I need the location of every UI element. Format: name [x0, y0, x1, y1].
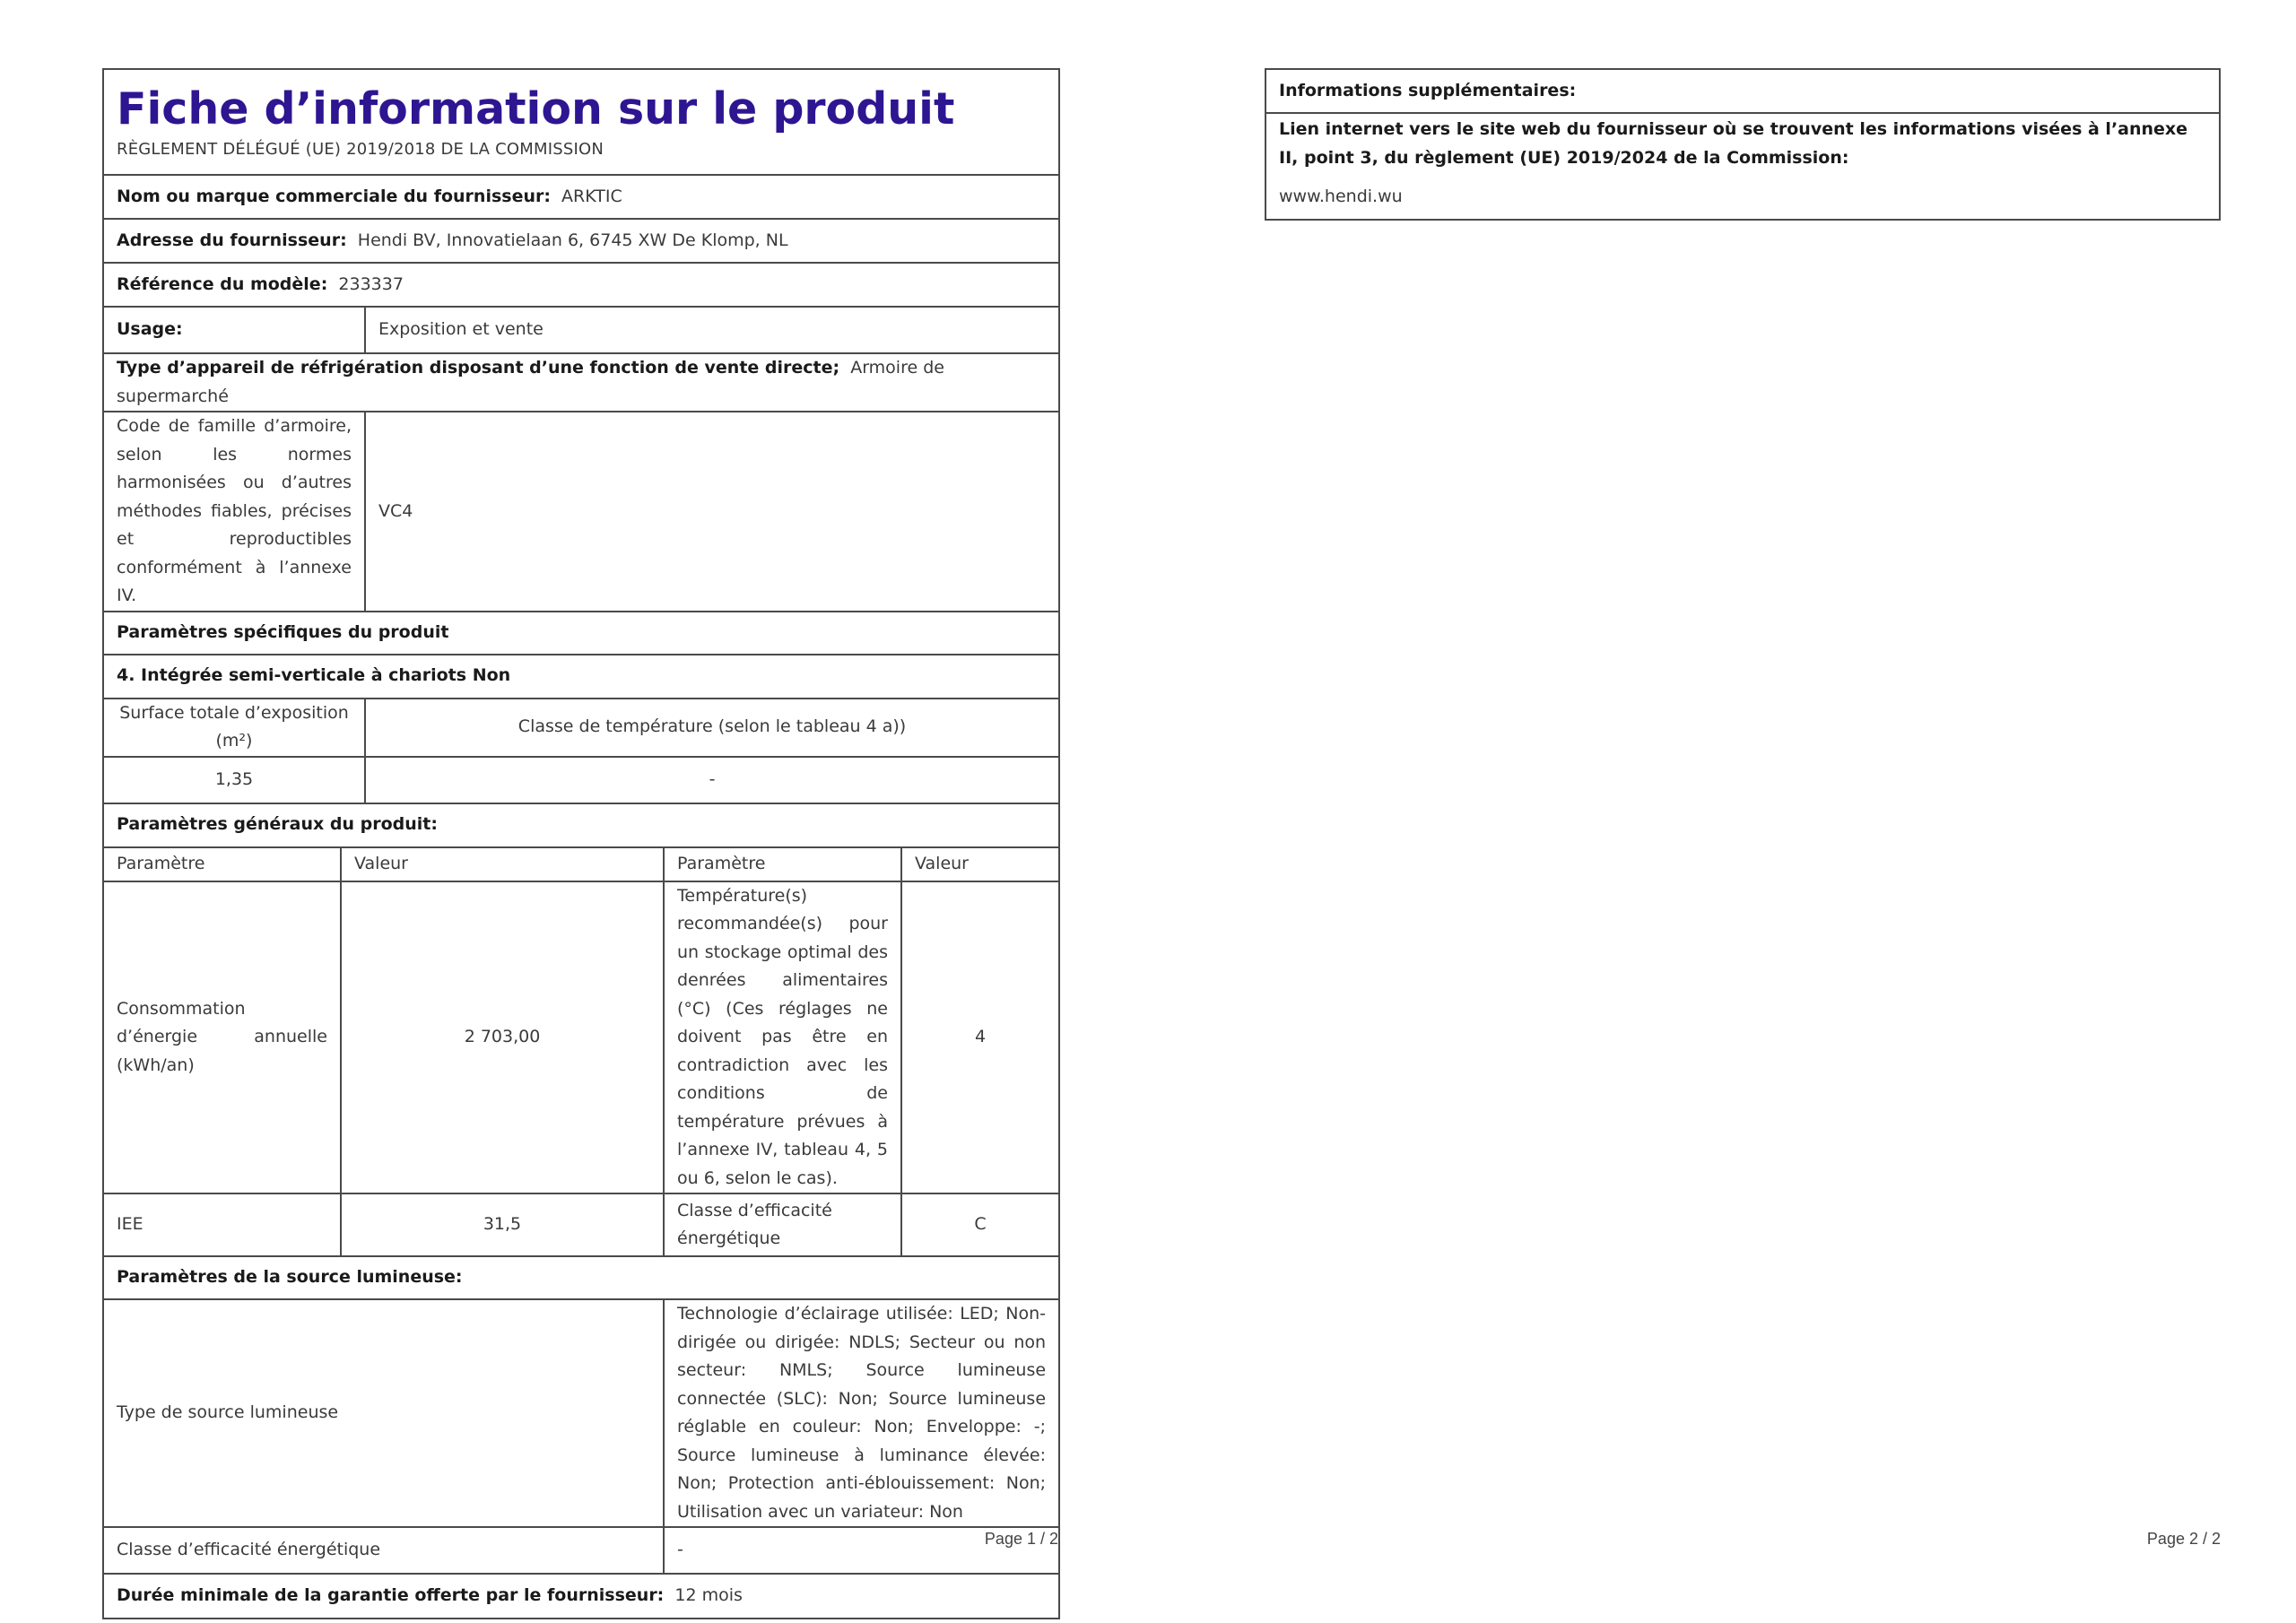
- supplier-label: Nom ou marque commerciale du fournisseur:: [117, 186, 551, 206]
- energy-label: Consommation d’énergie annuelle (kWh/an): [103, 881, 341, 1194]
- semi-vertical-row: [103, 655, 1059, 699]
- iee-row: [103, 1193, 1059, 1256]
- family-code-label: Code de famille d’armoire, selon les normes harmonisées ou d’autres méthodes fiables, précises et reproductibles conformément à l’annexe IV.: [103, 412, 365, 612]
- supplier-value: ARKTIC: [561, 186, 622, 206]
- page-number: Page 2 / 2: [2146, 1530, 2221, 1548]
- supplier-website-link[interactable]: www.hendi.wu: [1279, 187, 1403, 206]
- supplier-website-label: Lien internet vers le site web du fournisseur où se trouvent les informations visées à l’annexe II, point 3, du règlement (UE) 2019/2024 de la Commission:: [1279, 119, 2188, 168]
- warranty-label: Durée minimale de la garantie offerte par le fournisseur:: [117, 1585, 665, 1606]
- additional-info-header: Informations supplémentaires:: [1265, 69, 2220, 113]
- usage-value: Exposition et vente: [365, 307, 1059, 353]
- light-params-row: [103, 1256, 1059, 1299]
- device-type-value: Armoire de supermarché: [117, 358, 944, 406]
- light-type-label: Type de source lumineuse: [103, 1299, 664, 1527]
- col-header-value-1: Valeur: [341, 847, 664, 881]
- temp-class-header: Classe de température (selon le tableau 4 a)): [365, 699, 1059, 757]
- usage-row: [103, 307, 1059, 353]
- energy-row: [103, 881, 1059, 1194]
- general-params-row: [103, 803, 1059, 847]
- model-label: Référence du modèle:: [117, 273, 328, 294]
- display-area-header: Surface totale d’exposition (m²): [103, 699, 365, 757]
- supplier-row: [103, 175, 1059, 219]
- usage-label: Usage:: [103, 307, 365, 353]
- additional-header-row: [1265, 69, 2220, 113]
- recommended-temp-label: Température(s) recommandée(s) pour un stockage optimal des denrées alimentaires (°C) (Ces réglages ne doivent pas être en contradiction avec les conditions de température prévues à l’annexe IV, tableau 4, 5 ou 6, selon le cas).: [664, 881, 901, 1194]
- specific-params-header: Paramètres spécifiques du produit: [103, 612, 1059, 655]
- display-area-value: 1,35: [103, 757, 365, 803]
- family-code-value: VC4: [365, 412, 1059, 612]
- semi-vertical-header: 4. Intégrée semi-verticale à chariots Non: [103, 655, 1059, 699]
- address-value: Hendi BV, Innovatielaan 6, 6745 XW De Klomp, NL: [357, 230, 788, 250]
- light-params-header: Paramètres de la source lumineuse:: [103, 1256, 1059, 1299]
- warranty-value: 12 mois: [674, 1585, 743, 1606]
- page-number: Page 1 / 2: [984, 1530, 1058, 1548]
- address-row: [103, 219, 1059, 263]
- warranty-row: [103, 1574, 1059, 1619]
- general-params-header: Paramètres généraux du produit:: [103, 803, 1059, 847]
- iee-value: 31,5: [341, 1193, 664, 1256]
- light-type-row: [103, 1299, 1059, 1527]
- efficiency-class-value: C: [901, 1193, 1059, 1256]
- efficiency-class-label: Classe d’efficacité énergétique: [664, 1193, 901, 1256]
- specific-values-row: [103, 757, 1059, 803]
- iee-label: IEE: [103, 1193, 341, 1256]
- specific-columns-row: [103, 699, 1059, 757]
- address-label: Adresse du fournisseur:: [117, 230, 347, 250]
- additional-body-row: [1265, 113, 2220, 220]
- device-type-label: Type d’appareil de réfrigération disposant d’une fonction de vente directe;: [117, 358, 840, 378]
- specific-params-row: [103, 612, 1059, 655]
- temp-class-value: -: [365, 757, 1059, 803]
- energy-value: 2 703,00: [341, 881, 664, 1194]
- title-row: [103, 69, 1059, 175]
- col-header-value-2: Valeur: [901, 847, 1059, 881]
- family-code-row: [103, 412, 1059, 612]
- light-type-value: Technologie d’éclairage utilisée: LED; Non-dirigée ou dirigée: NDLS; Secteur ou non secteur: NMLS; Source lumineuse connectée (SLC): Non; Source lumineuse réglable en couleur: Non; Enveloppe: -; Source lumineuse à luminance élevée: Non; Protection anti-éblouissement: Non; Utilisation avec un variateur: Non: [664, 1299, 1059, 1527]
- product-info-table: [102, 68, 1060, 1619]
- light-efficiency-value: -: [664, 1527, 1059, 1574]
- device-type-row: [103, 353, 1059, 412]
- light-efficiency-label: Classe d’efficacité énergétique: [103, 1527, 664, 1574]
- recommended-temp-value: 4: [901, 881, 1059, 1194]
- additional-info-table: [1265, 68, 2221, 221]
- col-header-param-2: Paramètre: [664, 847, 901, 881]
- general-columns-row: [103, 847, 1059, 881]
- page-title: Fiche d’information sur le produit: [117, 83, 955, 135]
- col-header-param-1: Paramètre: [103, 847, 341, 881]
- regulation-subtitle: RÈGLEMENT DÉLÉGUÉ (UE) 2019/2018 DE LA COMMISSION: [117, 140, 604, 159]
- model-value: 233337: [338, 273, 404, 294]
- light-efficiency-row: [103, 1527, 1059, 1574]
- model-row: [103, 263, 1059, 307]
